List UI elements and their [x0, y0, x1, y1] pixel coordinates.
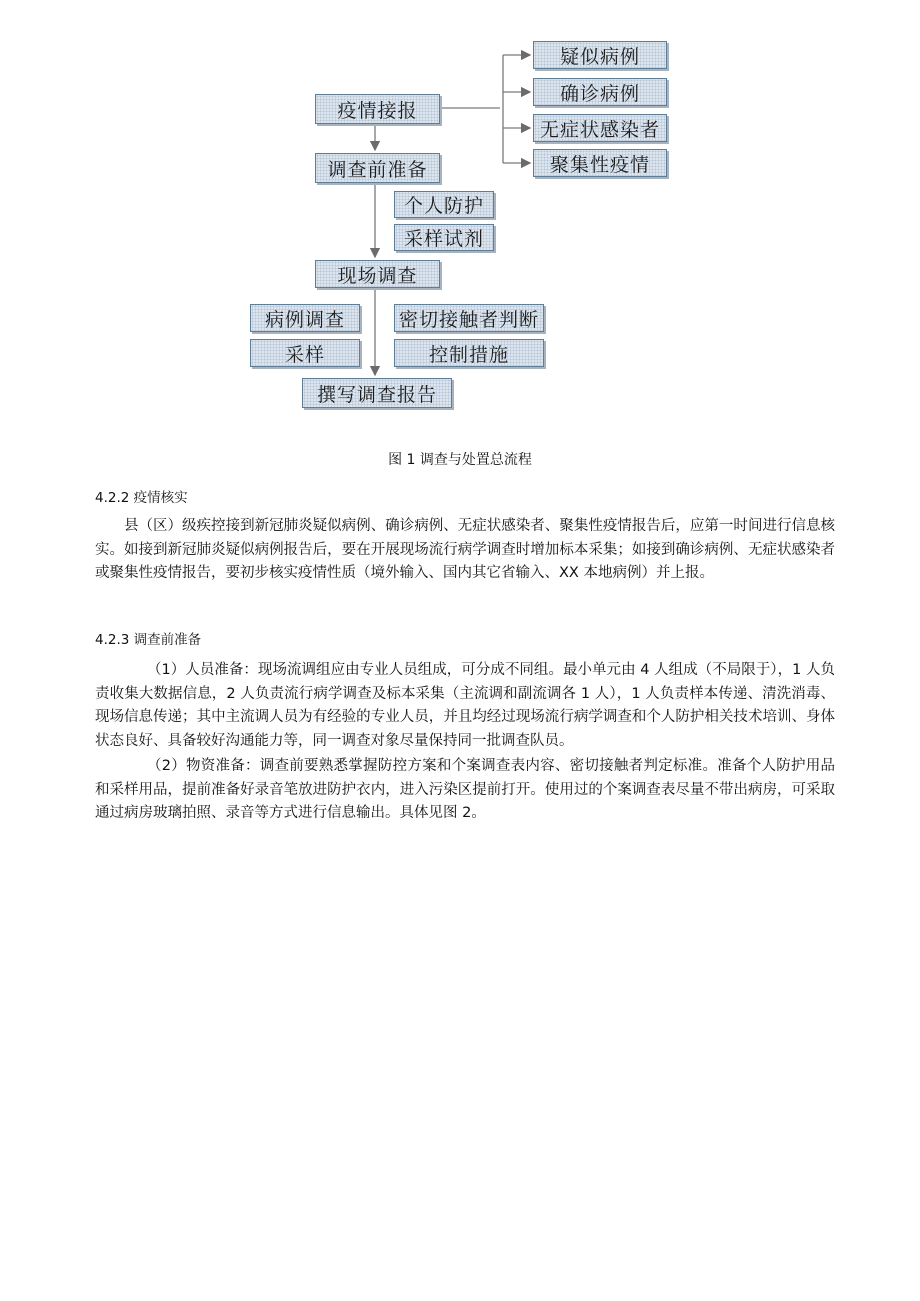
node-asymptomatic: 无症状感染者 [533, 114, 667, 142]
node-field: 现场调查 [315, 260, 440, 288]
node-prep: 调查前准备 [315, 153, 440, 183]
node-contact-judge: 密切接触者判断 [394, 304, 544, 332]
node-control: 控制措施 [394, 339, 544, 367]
node-cluster: 聚集性疫情 [533, 149, 667, 177]
paragraph-personnel: （1）人员准备：现场流调组应由专业人员组成，可分成不同组。最小单元由 4 人组成（不局限于），1 人负责收集大数据信息，2 人负责流行病学调查及标本采集（主流调和副流调各 1 人），1 人负责样本传递、清洗消毒、现场信息传递；其中主流调人员为有经验的专业人员，并且均经过现场流行病学调查和个人防护相关技术培训、身体状态良好、具备较好沟通能力等，同一调查对象尽量保持同一批调查队员。 [95, 662, 835, 749]
section-heading-423: 4.2.3 调查前准备 [95, 632, 202, 648]
node-report: 疫情接报 [315, 94, 440, 124]
node-suspected: 疑似病例 [533, 41, 667, 69]
node-ppe: 个人防护 [394, 191, 494, 218]
node-confirmed: 确诊病例 [533, 78, 667, 106]
paragraph-verification: 县（区）级疾控接到新冠肺炎疑似病例、确诊病例、无症状感染者、聚集性疫情报告后，应第一时间进行信息核实。如接到新冠肺炎疑似病例报告后，要在开展现场流行病学调查时增加标本采集；如接到确诊病例、无症状感染者或聚集性疫情报告，要初步核实疫情性质（境外输入、国内其它省输入、XX 本地病例）并上报。 [95, 518, 835, 581]
figure-caption: 图 1 调查与处置总流程 [388, 452, 532, 468]
node-case-survey: 病例调查 [250, 304, 360, 332]
node-sampling: 采样 [250, 339, 360, 367]
flowchart-figure [0, 0, 920, 430]
paragraph-materials: （2）物资准备：调查前要熟悉掌握防控方案和个案调查表内容、密切接触者判定标准。准备个人防护用品和采样用品，提前准备好录音笔放进防护衣内，进入污染区提前打开。使用过的个案调查表尽量不带出病房，可采取通过病房玻璃拍照、录音等方式进行信息输出。具体见图 2。 [95, 758, 835, 821]
node-reagent: 采样试剂 [394, 224, 494, 251]
section-heading-422: 4.2.2 疫情核实 [95, 490, 188, 506]
node-write: 撰写调查报告 [302, 378, 452, 408]
